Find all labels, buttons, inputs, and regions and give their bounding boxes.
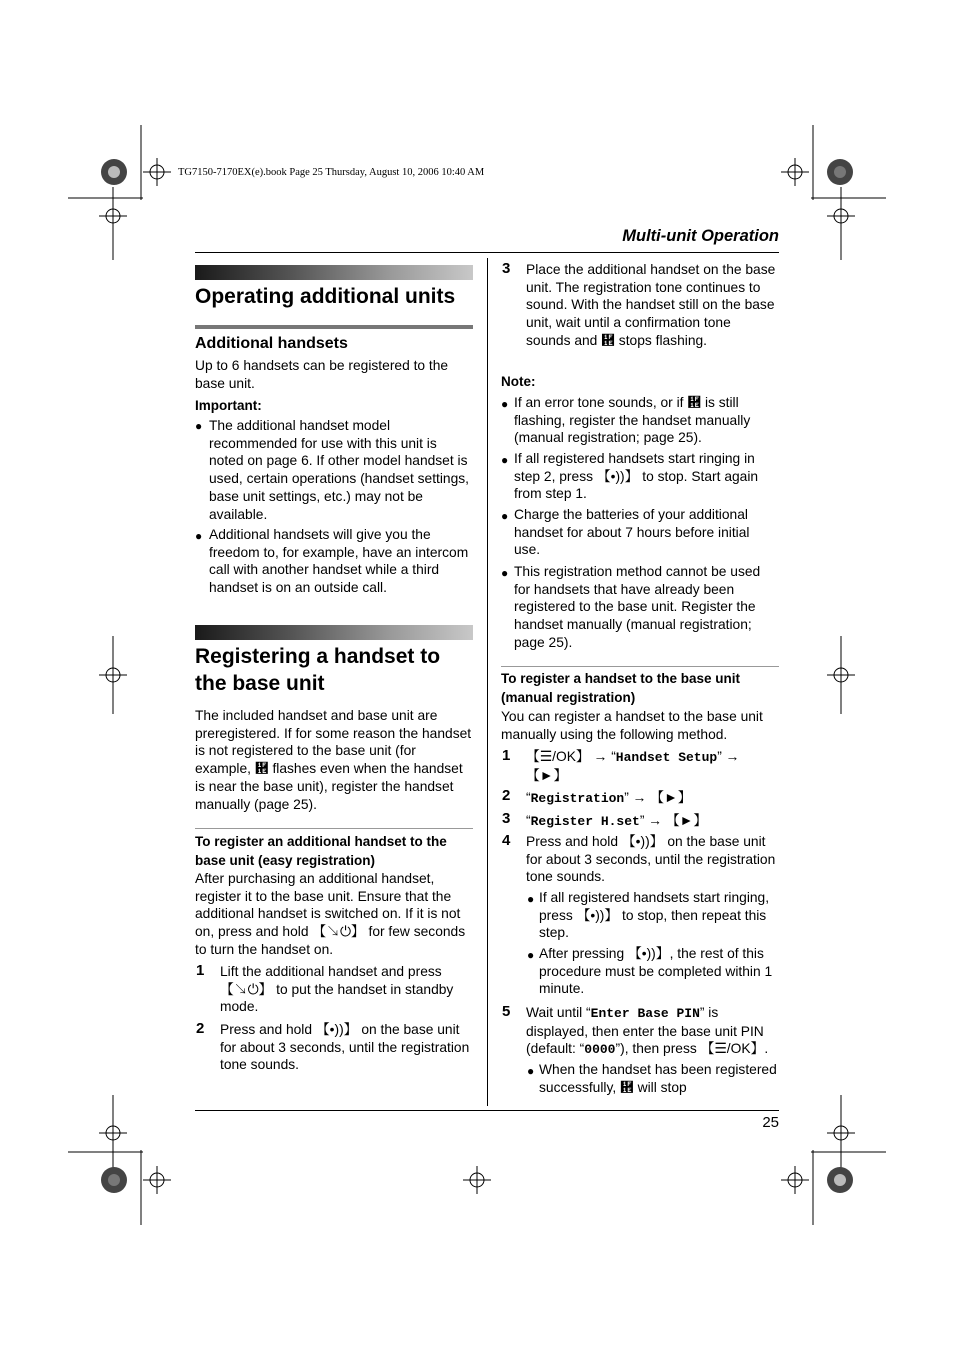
running-header: Multi-unit Operation xyxy=(622,227,779,245)
step-number: 5 xyxy=(502,1003,511,1020)
step-number: 3 xyxy=(502,810,511,827)
display-text: Registration xyxy=(530,791,625,806)
important-bullet-1: The additional handset model recommended for use with this unit is noted on page 6. If other model handset is used, certain operations (handset settings, base unit settings, etc.) may not be available. xyxy=(209,418,469,522)
display-text: Enter Base PIN xyxy=(590,1006,700,1021)
step-number: 4 xyxy=(502,832,511,849)
step-text: Wait until “ xyxy=(526,1005,591,1020)
easy-step-2: Press and hold 【•))】 on the base unit for about 3 seconds, until the registration tone sounds. xyxy=(220,1022,470,1073)
bullet-icon: ● xyxy=(501,509,509,523)
step-text: ” → 【►】 xyxy=(624,790,692,805)
step-number: 1 xyxy=(502,747,511,764)
step-text: “ xyxy=(526,790,531,805)
easy-registration-text: After purchasing an additional handset, register it to the base unit. Ensure that the additional handset is switched on. If it is not on, press and hold 【↘⏻】 for few seconds to turn the handset on. xyxy=(195,871,466,957)
registering-intro: The included handset and base unit are preregistered. If for some reason the handset is not registered to the base unit (for example, ἞ flashes even when the handset is near the base unit), register the handset manually (page 25). xyxy=(195,708,472,812)
note-3: Charge the batteries of your additional handset for about 7 hours before initial use. xyxy=(514,507,750,558)
display-text: 0000 xyxy=(584,1042,616,1058)
header-rule xyxy=(195,252,779,253)
manual-step-2 xyxy=(526,789,776,808)
manual-registration-text: You can register a handset to the base unit manually using the following method. xyxy=(501,709,763,742)
bullet-icon: ● xyxy=(501,566,509,580)
important-label: Important: xyxy=(195,398,262,413)
step-text: ”), then press 【☰/OK】. xyxy=(615,1041,769,1057)
display-text: Register H.set xyxy=(530,814,640,829)
note-label: Note: xyxy=(501,374,536,389)
manual-step-4: Press and hold 【•))】 on the base unit for about 3 seconds, until the registration tone sounds. xyxy=(526,834,776,885)
bullet-icon: ● xyxy=(195,529,203,543)
bullet-icon: ● xyxy=(527,1064,535,1078)
section-bar xyxy=(195,625,473,640)
divider xyxy=(195,828,473,829)
display-text: Handset Setup xyxy=(615,750,718,765)
step-text: ” → 【►】 xyxy=(526,749,740,783)
column-divider xyxy=(487,258,488,1106)
step4-bullet-1: If all registered handsets start ringing, press 【•))】 to stop, then repeat this step. xyxy=(539,890,770,941)
step-number: 1 xyxy=(196,962,205,979)
manual-step-1 xyxy=(526,748,776,784)
step-number: 3 xyxy=(502,260,511,277)
subsection-bar xyxy=(195,325,473,329)
note-2: If all registered handsets start ringing in step 2, press 【•))】 to stop. Start again from step 1. xyxy=(514,451,759,502)
bullet-icon: ● xyxy=(527,892,535,906)
footer-rule xyxy=(195,1110,779,1111)
file-info-line: TG7150-7170EX(e).book Page 25 Thursday, August 10, 2006 10:40 AM xyxy=(178,167,485,178)
step-text: “ xyxy=(526,813,531,828)
subsection-title: Additional handsets xyxy=(195,335,348,352)
page-number: 25 xyxy=(762,1114,779,1131)
bullet-icon: ● xyxy=(195,419,203,433)
step-text: ” → 【►】 xyxy=(639,813,708,828)
manual-step-3 xyxy=(526,812,776,831)
section-title-registering: Registering a handset to the base unit xyxy=(195,645,441,695)
manual-step-5 xyxy=(526,1004,778,1059)
step-text: 【☰/OK】 → “ xyxy=(526,749,616,764)
easy-registration-heading: To register an additional handset to the base unit (easy registration) xyxy=(195,834,447,868)
step-text: ” is displayed, then enter the base unit PIN (default: “ xyxy=(526,1005,764,1057)
easy-step-3: Place the additional handset on the base unit. The registration tone continues to sound. With the handset still on the base unit, wait until a confirmation tone sounds and ἞ stops flashing. xyxy=(526,262,776,348)
step4-bullet-2: After pressing 【•))】, the rest of this procedure must be completed within 1 minute. xyxy=(539,946,773,997)
easy-step-1: Lift the additional handset and press 【↘⏻】 to put the handset in standby mode. xyxy=(220,964,454,1015)
bullet-icon: ● xyxy=(501,453,509,467)
step-number: 2 xyxy=(196,1020,205,1037)
step5-bullet: When the handset has been registered successfully, ἞ will stop xyxy=(539,1062,777,1095)
bullet-icon: ● xyxy=(501,397,509,411)
section-bar xyxy=(195,265,473,280)
section-title-operating: Operating additional units xyxy=(195,285,456,308)
note-1: If an error tone sounds, or if ἞ is still flashing, register the handset manually (manual registration; page 25). xyxy=(514,395,751,446)
manual-registration-heading: To register a handset to the base unit (manual registration) xyxy=(501,671,741,705)
note-4: This registration method cannot be used for handsets that have already been registered to the base unit. Register the handset manually (manual registration; page 25). xyxy=(514,564,761,650)
step-number: 2 xyxy=(502,787,511,804)
intro-text: Up to 6 handsets can be registered to the base unit. xyxy=(195,358,449,391)
divider xyxy=(501,666,779,667)
bullet-icon: ● xyxy=(527,948,535,962)
important-bullet-2: Additional handsets will give you the freedom to, for example, have an intercom call with another handset while a third handset is on an outside call. xyxy=(209,527,469,596)
